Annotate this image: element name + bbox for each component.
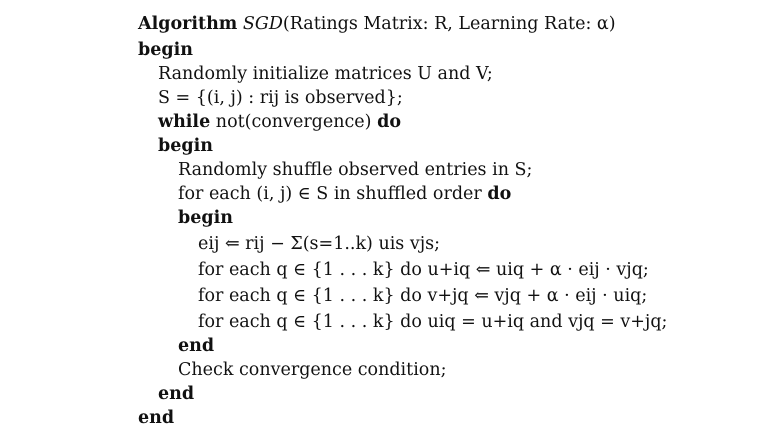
end-outer: end [138, 408, 175, 428]
error-line: eij ⇐ rij − Σ(s=1..k) uis vjs; [198, 234, 441, 254]
init-line: Randomly initialize matrices U and V; [158, 64, 493, 84]
foreach-line [178, 183, 511, 205]
end-while: end [158, 384, 195, 404]
end-foreach: end [178, 336, 215, 356]
algorithm-header [138, 13, 616, 35]
do-keyword: do [377, 112, 401, 132]
while-condition: not(convergence) [215, 112, 372, 132]
foreach-keyword: for each [178, 184, 251, 204]
check-convergence-line: Check convergence condition; [178, 360, 447, 380]
update-u-line: for each q ∈ {1 . . . k} do u+iq ⇐ uiq + α · eij · vjq; [198, 260, 649, 280]
algorithm-params: (Ratings Matrix: R, Learning Rate: α) [282, 14, 616, 34]
while-line [158, 111, 401, 133]
while-keyword: while [158, 112, 211, 132]
begin-while: begin [158, 136, 213, 156]
foreach-do-keyword: do [487, 184, 512, 204]
assign-line: for each q ∈ {1 . . . k} do uiq = u+iq and vjq = v+jq; [198, 312, 668, 332]
foreach-range: (i, j) ∈ S in shuffled order [256, 184, 482, 204]
algorithm-keyword: Algorithm [138, 14, 238, 34]
algorithm-name: SGD [242, 14, 283, 34]
shuffle-line: Randomly shuffle observed entries in S; [178, 160, 533, 180]
set-definition-line: S = {(i, j) : rij is observed}; [158, 88, 403, 108]
begin-outer: begin [138, 40, 193, 60]
update-v-line: for each q ∈ {1 . . . k} do v+jq ⇐ vjq + α · eij · uiq; [198, 286, 648, 306]
begin-foreach: begin [178, 208, 233, 228]
